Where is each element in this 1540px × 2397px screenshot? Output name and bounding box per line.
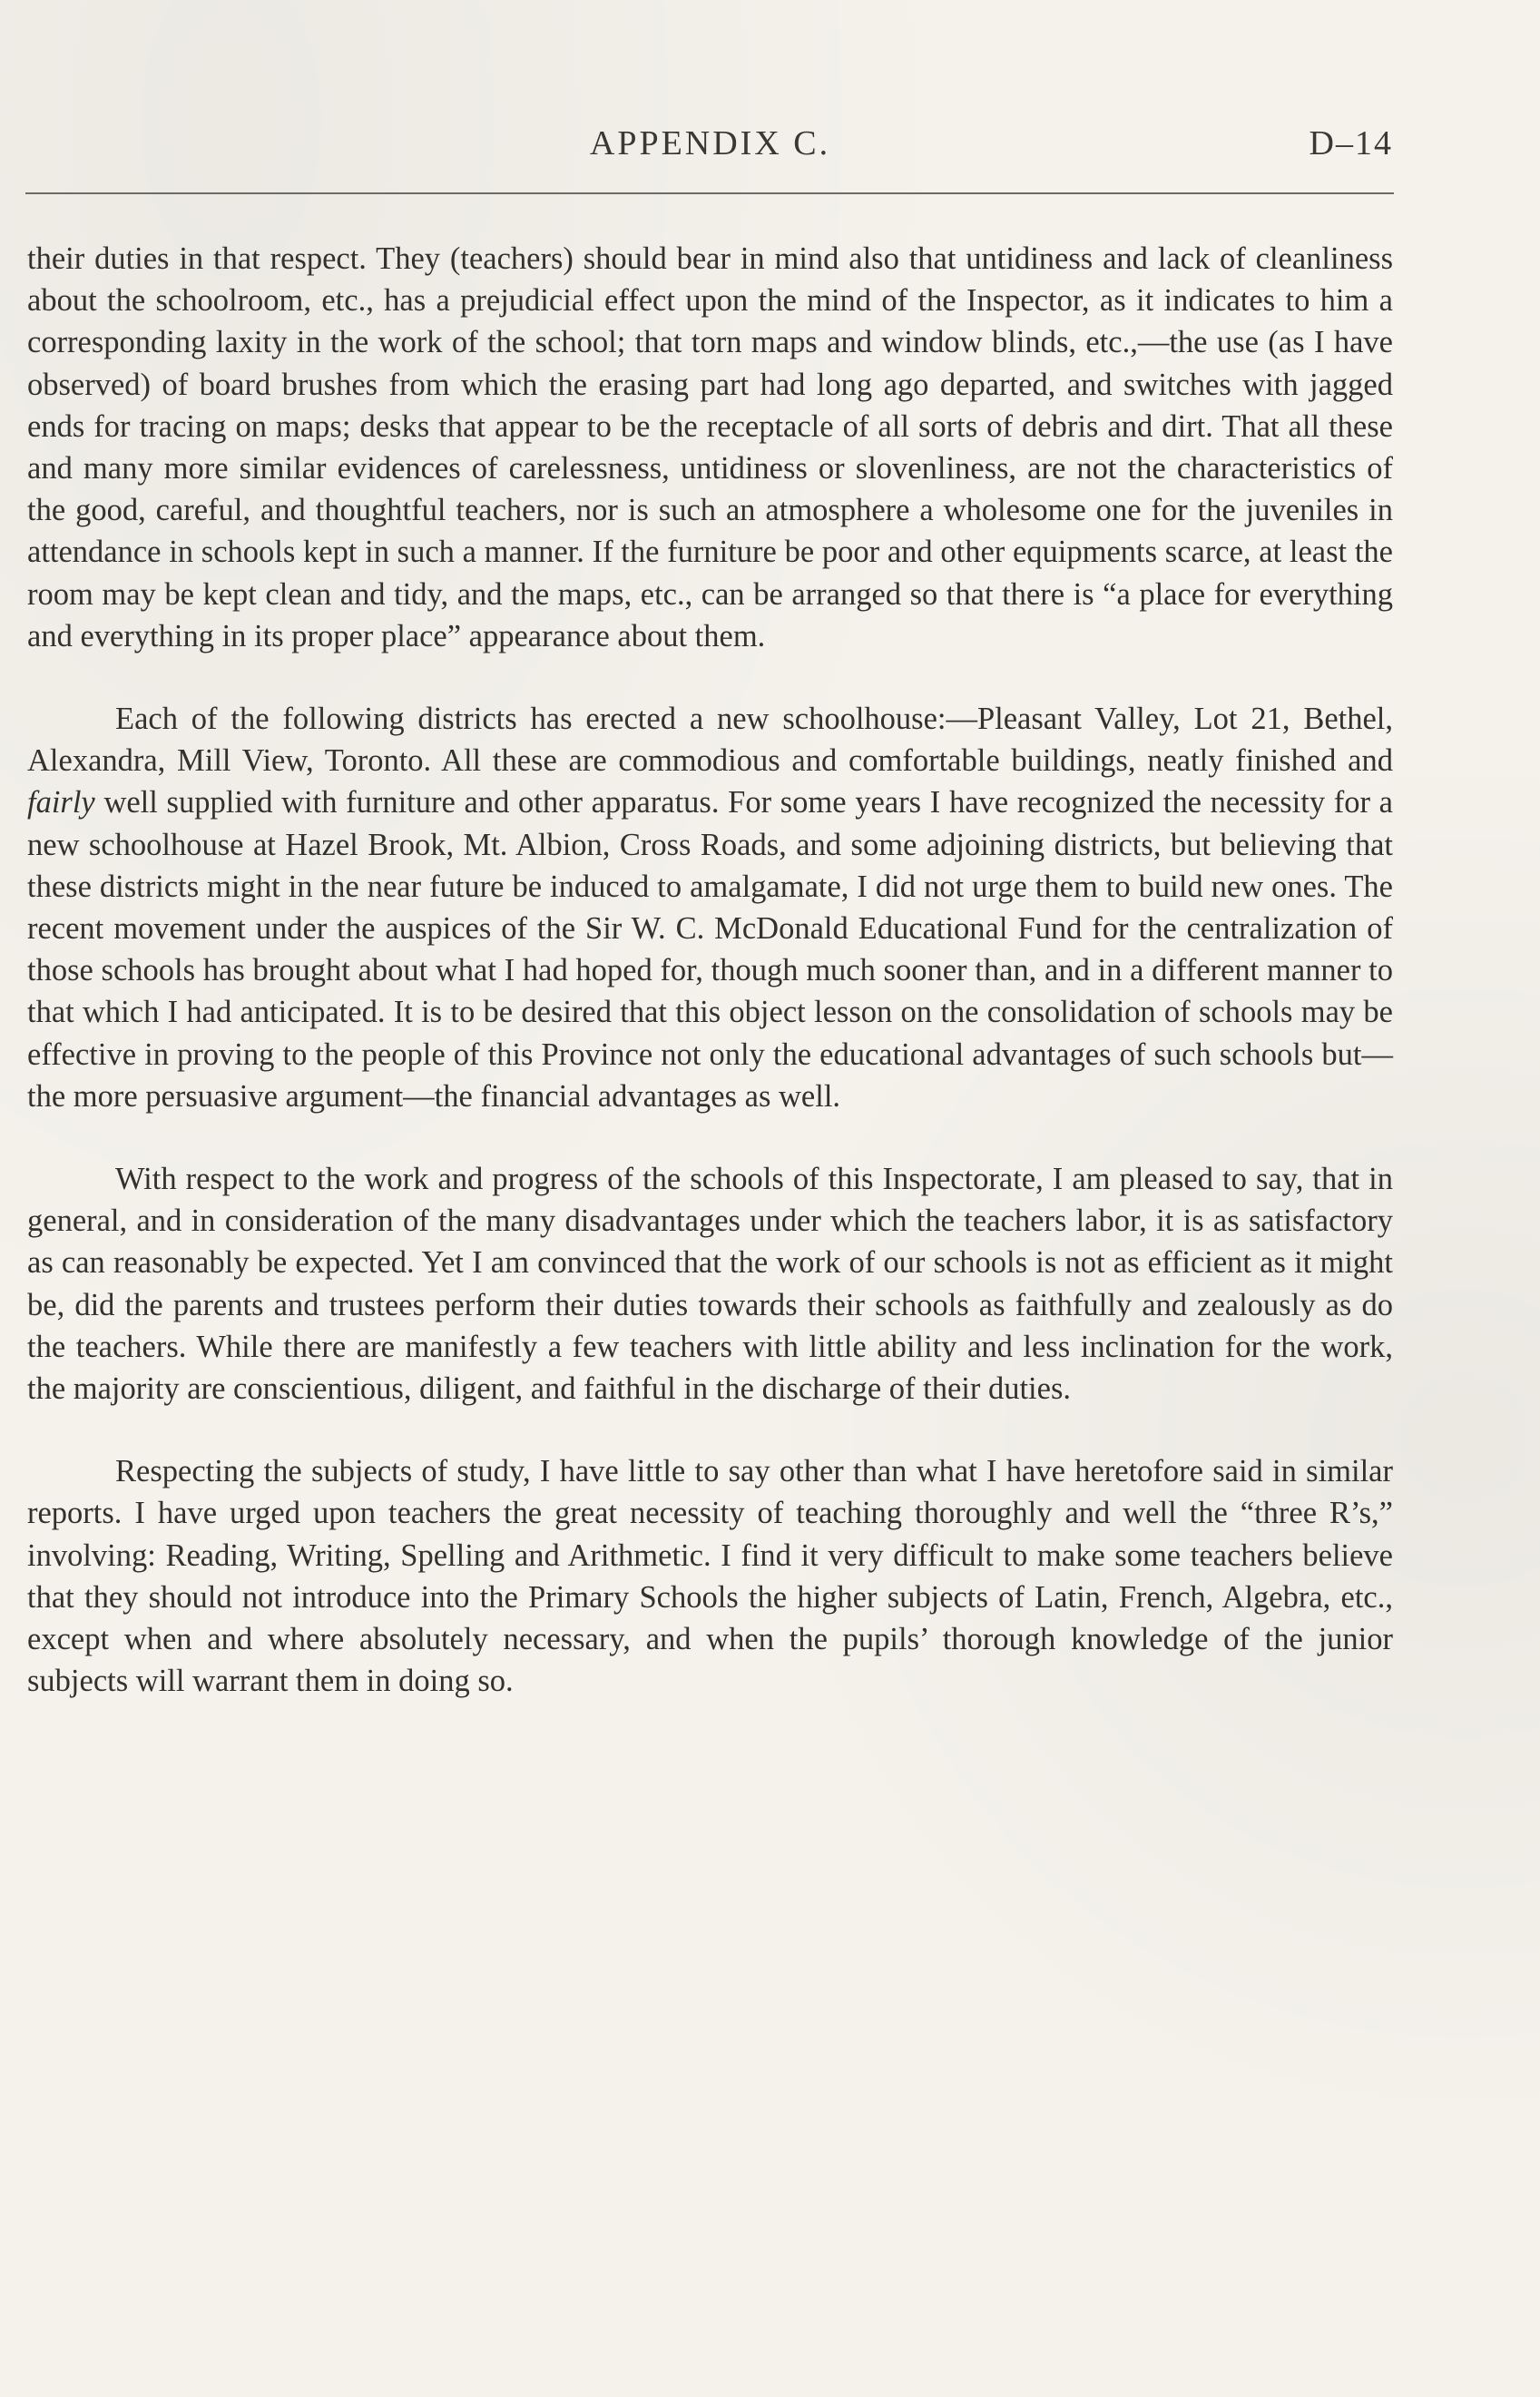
paragraph-text-end: well supplied with furniture and other apparatus. For some years I have recognized the necessity for a new schoolhouse at Hazel Brook, Mt. Albion, Cross Roads, and some adjoining districts, but believing that these districts might in the near future be induced to amalgamate, I did not urge them to build new ones. The recent movement under the auspices of the Sir W. C. McDonald Educational Fund for the centralization of those schools has brought about what I had hoped for, though much sooner than, and in a different manner to that which I had anticipated. It is to be desired that this object lesson on the consolidation of schools may be effective in proving to the people of this Province not only the educational advantages of such schools but—the more persuasive argument—the financial advantages as well. [27, 785, 1393, 1114]
italic-word: fairly [27, 785, 95, 820]
paragraph-continuation: their duties in that respect. They (teachers) should bear in mind also that untidiness and lack of cleanliness about the schoolroom, etc., has a prejudicial effect upon the mind of the Inspector, as it indicates to him a corresponding laxity in the work of the school; that torn maps and window blinds, etc.,—the use (as I have observed) of board brushes from which the erasing part had long ago departed, and switches with jagged ends for tracing on maps; desks that appear to be the receptacle of all sorts of debris and dirt. That all these and many more similar evidences of carelessness, untidiness or slovenliness, are not the characteristics of the good, careful, and thoughtful teachers, nor is such an atmosphere a wholesome one for the juveniles in attendance in schools kept in such a manner. If the furniture be poor and other equipments scarce, at least the room may be kept clean and tidy, and the maps, etc., can be arranged so that there is “a place for everything and everything in its proper place” appearance about them. [27, 241, 1393, 653]
header-title: APPENDIX C. [589, 124, 831, 162]
paragraph-new-schoolhouses [27, 698, 1393, 1117]
page-number: D–14 [1309, 124, 1393, 162]
paragraph-subjects-of-study: Respecting the subjects of study, I have little to say other than what I have heretofore said in similar reports. I have urged upon teachers the great necessity of teaching thoroughly and well the “three R’s,” involving: Reading, Writing, Spelling and Arithmetic. I find it very difficult to make some teachers believe that they should not introduce into the Primary Schools the higher subjects of Latin, French, Algebra, etc., except when and where absolutely necessary, and when the pupils’ thorough knowledge of the junior subjects will warrant them in doing so. [27, 1454, 1393, 1699]
paragraph-work-progress: With respect to the work and progress of the schools of this Inspectorate, I am pleased to say, that in general, and in consideration of the many disadvantages under which the teachers labor, it is as satisfactory as can reasonably be expected. Yet I am convinced that the work of our schools is not as efficient as it might be, did the parents and trustees perform their duties towards their schools as faithfully and zealously as do the teachers. While there are manifestly a few teachers with little ability and less inclination for the work, the majority are conscientious, diligent, and faithful in the discharge of their duties. [27, 1162, 1393, 1407]
page-header [27, 123, 1393, 169]
header-rule [25, 192, 1394, 194]
body-text [27, 238, 1393, 1744]
paragraph-text-start: Each of the following districts has erected a new schoolhouse:—Pleasant Valley, Lot 21, Bethel, Alexandra, Mill View, Toronto. All these are commodious and comfortable buildings, neatly finished and [27, 702, 1393, 779]
